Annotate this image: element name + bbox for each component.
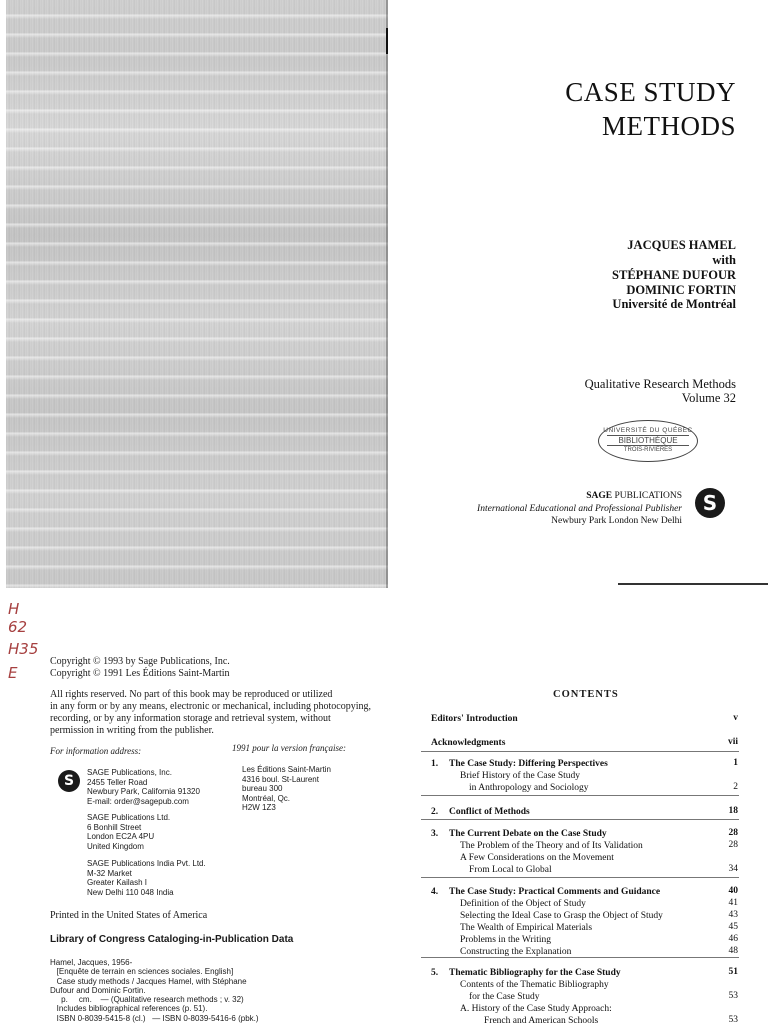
toc-chapter-title: The Current Debate on the Case Study bbox=[449, 829, 607, 839]
coauthor-2: DOMINIC FORTIN bbox=[626, 283, 736, 297]
address-line: SAGE Publications, Inc. bbox=[87, 768, 172, 777]
toc-chapter-title: Conflict of Methods bbox=[449, 807, 530, 817]
cip-line: Dufour and Dominic Fortin. bbox=[50, 985, 146, 995]
toc-divider bbox=[421, 819, 739, 820]
affiliation: Université de Montréal bbox=[612, 297, 736, 311]
series-name: Qualitative Research Methods bbox=[584, 377, 736, 391]
cip-line: Hamel, Jacques, 1956- bbox=[50, 958, 133, 967]
toc-section-title: Constructing the Explanation bbox=[460, 947, 572, 957]
address-line: bureau 300 bbox=[242, 784, 283, 793]
coauthor-1: STÉPHANE DUFOUR bbox=[612, 268, 736, 282]
toc-page-number: 53 bbox=[728, 1015, 738, 1025]
address-line: M-32 Market bbox=[87, 868, 132, 878]
handwritten-callnumber-2: 62 bbox=[8, 618, 28, 636]
toc-section-title: A. History of the Case Study Approach: bbox=[460, 1004, 612, 1014]
address-line: SAGE Publications India Pvt. Ltd. bbox=[87, 859, 206, 868]
address-line: SAGE Publications Ltd. bbox=[87, 813, 171, 822]
address-line: 6 Bonhill Street bbox=[87, 822, 142, 832]
sage-logo-icon-small: S bbox=[58, 770, 80, 792]
toc-divider bbox=[421, 957, 739, 958]
address-line: Greater Kailash I bbox=[87, 878, 148, 887]
book-title-line1: CASE STUDY bbox=[565, 77, 736, 107]
cip-line: p. cm. — (Qualitative research methods ; v. 32) bbox=[50, 995, 244, 1005]
toc-chapter-number: 5. bbox=[431, 968, 439, 978]
toc-page-number: 46 bbox=[728, 934, 738, 944]
toc-section-title: for the Case Study bbox=[469, 992, 540, 1002]
toc-chapter-title: The Case Study: Differing Perspectives bbox=[449, 759, 608, 769]
rights-line-4: permission in writing from the publisher. bbox=[50, 725, 214, 736]
toc-chapter-number: 4. bbox=[431, 887, 439, 897]
author-name: JACQUES HAMEL bbox=[627, 238, 736, 252]
toc-chapter-title: Editors' Introduction bbox=[431, 714, 518, 724]
toc-page-number: 41 bbox=[728, 898, 738, 908]
address-line: H2W 1Z3 bbox=[242, 803, 276, 812]
toc-section-title: Problems in the Writing bbox=[460, 935, 552, 945]
toc-page-number: 18 bbox=[728, 806, 738, 816]
toc-chapter-title: Acknowledgments bbox=[431, 738, 506, 748]
toc-page-number: vii bbox=[727, 737, 738, 747]
cip-line: Case study methods / Jacques Hamel, with Stéphane bbox=[50, 976, 247, 986]
stamp-line2: BIBLIOTHÈQUE bbox=[607, 435, 689, 446]
toc-chapter-number: 1. bbox=[431, 759, 439, 769]
toc-section-title: The Wealth of Empirical Materials bbox=[460, 923, 593, 933]
rights-line-3: recording, or by any information storage and retrieval system, without bbox=[50, 713, 331, 724]
toc-page-number: v bbox=[733, 713, 738, 723]
toc-chapter-number: 2. bbox=[431, 807, 439, 817]
publisher-name-bold: SAGE bbox=[586, 491, 613, 501]
series-volume: Volume 32 bbox=[681, 391, 736, 405]
toc-section-title: The Problem of the Theory and of Its Validation bbox=[460, 841, 643, 851]
toc-section-title: Definition of the Object of Study bbox=[460, 899, 586, 909]
contents-heading: CONTENTS bbox=[553, 689, 619, 700]
toc-section-title: Selecting the Ideal Case to Grasp the Object of Study bbox=[460, 911, 663, 921]
publisher-cities: Newbury Park London New Delhi bbox=[551, 516, 682, 526]
printed-in: Printed in the United States of America bbox=[50, 910, 208, 921]
address-line: 2455 Teller Road bbox=[87, 777, 148, 787]
address-line: London EC2A 4PU bbox=[87, 832, 155, 841]
toc-page-number: 28 bbox=[728, 840, 738, 850]
address-line: Les Éditions Saint-Martin bbox=[242, 765, 331, 774]
rights-line-2: in any form or by any means, electronic or mechanical, including photocopying, bbox=[50, 701, 372, 712]
toc-section-title: French and American Schools bbox=[484, 1016, 599, 1026]
toc-page-number: 45 bbox=[728, 922, 738, 932]
cip-line: [Enquête de terrain en sciences sociales. English] bbox=[50, 967, 234, 977]
toc-page-number: 1 bbox=[733, 758, 738, 768]
copyright-line-1: Copyright © 1993 by Sage Publications, Inc. bbox=[50, 656, 230, 667]
toc-divider bbox=[421, 877, 739, 878]
cip-line: ISBN 0-8039-5415-8 (cl.) — ISBN 0-8039-5416-6 (pbk.) bbox=[50, 1013, 259, 1023]
book-title-line2: METHODS bbox=[601, 111, 736, 141]
toc-page-number: 43 bbox=[728, 910, 738, 920]
toc-chapter-number: 3. bbox=[431, 829, 439, 839]
address-line: Montréal, Qc. bbox=[242, 793, 291, 803]
publisher-tagline: International Educational and Professional Publisher bbox=[477, 504, 682, 514]
info-address-label: For information address: bbox=[50, 746, 142, 756]
toc-section-title: Brief History of the Case Study bbox=[460, 771, 581, 781]
toc-divider bbox=[421, 795, 739, 796]
handwritten-callnumber-4: E bbox=[8, 664, 18, 682]
handwritten-callnumber-1: H bbox=[8, 600, 20, 618]
address-line: 4316 boul. St-Laurent bbox=[242, 774, 319, 784]
address-line: E-mail: order@sagepub.com bbox=[87, 796, 189, 806]
address-line: United Kingdom bbox=[87, 841, 144, 851]
address-line: New Delhi 110 048 India bbox=[87, 887, 174, 897]
toc-page-number: 34 bbox=[728, 864, 738, 874]
sage-logo-icon: S bbox=[695, 488, 725, 518]
address-line: Newbury Park, California 91320 bbox=[87, 787, 200, 796]
toc-page-number: 28 bbox=[728, 828, 738, 838]
author-with: with bbox=[712, 253, 736, 267]
loc-heading: Library of Congress Cataloging-in-Publication Data bbox=[50, 934, 294, 945]
toc-section-title: From Local to Global bbox=[469, 865, 552, 875]
toc-page-number: 2 bbox=[733, 782, 738, 792]
toc-chapter-title: The Case Study: Practical Comments and Guidance bbox=[449, 887, 661, 897]
copyright-line-2: Copyright © 1991 Les Éditions Saint-Martin bbox=[50, 668, 230, 679]
toc-page-number: 51 bbox=[728, 967, 738, 977]
publisher-name-rest: PUBLICATIONS bbox=[612, 491, 682, 501]
toc-section-title: Contents of the Thematic Bibliography bbox=[460, 980, 609, 990]
toc-page-number: 40 bbox=[728, 886, 738, 896]
toc-page-number: 48 bbox=[728, 946, 738, 956]
toc-section-title: A Few Considerations on the Movement bbox=[460, 853, 614, 863]
rights-line-1: All rights reserved. No part of this book may be reproduced or utilized bbox=[50, 689, 333, 700]
cip-line: Includes bibliographical references (p. 51). bbox=[50, 1004, 208, 1014]
toc-page-number: 53 bbox=[728, 991, 738, 1001]
toc-section-title: in Anthropology and Sociology bbox=[469, 783, 589, 793]
stamp-line1: UNIVERSITÉ DU QUÉBEC bbox=[603, 427, 693, 434]
toc-chapter-title: Thematic Bibliography for the Case Study bbox=[449, 968, 621, 978]
toc-divider bbox=[421, 751, 739, 752]
handwritten-callnumber-3: H35 bbox=[8, 640, 39, 658]
stamp-line3: TROIS-RIVIÈRES bbox=[623, 447, 673, 453]
french-version-label: 1991 pour la version française: bbox=[232, 743, 346, 753]
